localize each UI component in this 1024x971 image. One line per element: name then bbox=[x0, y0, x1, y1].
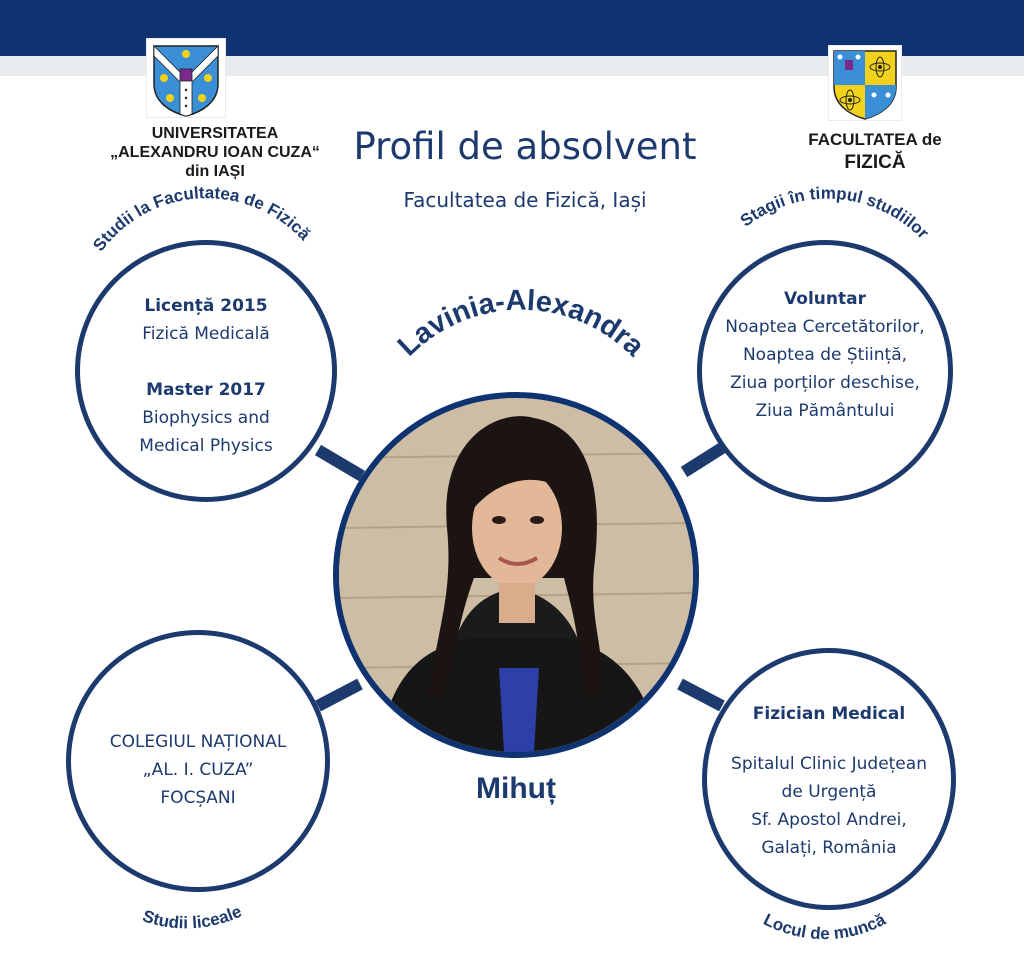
faculty-name-line2: FIZICĂ bbox=[844, 152, 906, 173]
workplace-content bbox=[710, 700, 948, 862]
internship-item: Noaptea de Știință, bbox=[742, 345, 908, 365]
workplace-line: de Urgență bbox=[781, 782, 877, 802]
internships-heading: Voluntar bbox=[784, 289, 866, 309]
highschool-content bbox=[80, 728, 316, 812]
workplace-line: Galați, România bbox=[761, 838, 897, 858]
highschool-line: COLEGIUL NAȚIONAL bbox=[109, 732, 287, 752]
degree2-field-line2: Medical Physics bbox=[139, 436, 273, 456]
internship-item: Noaptea Cercetătorilor, bbox=[725, 317, 925, 337]
page-title: Profil de absolvent bbox=[353, 125, 697, 168]
degree1-title: Licență 2015 bbox=[144, 296, 268, 316]
label-studies: Studii la Facultatea de Fizică bbox=[89, 183, 315, 255]
internship-item: Ziua porților deschise, bbox=[730, 373, 920, 393]
label-highschool: Studii liceale bbox=[140, 901, 245, 933]
connector-top-right bbox=[684, 448, 722, 472]
workplace-line: Sf. Apostol Andrei, bbox=[751, 810, 907, 830]
university-name-line3: din IAȘI bbox=[185, 163, 245, 180]
portrait-illustration bbox=[339, 398, 693, 752]
degree2-field-line1: Biophysics and bbox=[142, 408, 270, 428]
internships-content bbox=[705, 285, 945, 425]
connector-top-left bbox=[318, 450, 362, 476]
degree2-title: Master 2017 bbox=[146, 380, 266, 400]
connector-bottom-left bbox=[318, 684, 360, 706]
label-workplace: Locul de muncă bbox=[760, 909, 889, 944]
faculty-name-line1: FACULTATEA de bbox=[808, 130, 942, 149]
person-first-name: Lavinia-Alexandra bbox=[391, 284, 651, 363]
university-name-line1: UNIVERSITATEA bbox=[151, 125, 279, 142]
label-internships: Stagii în timpul studiilor bbox=[736, 183, 933, 243]
workplace-heading: Fizician Medical bbox=[752, 704, 906, 724]
workplace-line: Spitalul Clinic Județean bbox=[731, 754, 927, 774]
studies-content bbox=[92, 292, 320, 460]
university-name-line2: „ALEXANDRU IOAN CUZA“ bbox=[110, 144, 320, 161]
highschool-line: „AL. I. CUZA” bbox=[142, 760, 254, 780]
highschool-line: FOCȘANI bbox=[160, 788, 236, 808]
page-subtitle: Facultatea de Fizică, Iași bbox=[403, 188, 647, 212]
person-last-name: Mihuț bbox=[476, 772, 556, 805]
degree1-field: Fizică Medicală bbox=[142, 324, 270, 344]
internship-item: Ziua Pământului bbox=[755, 401, 895, 421]
profile-photo bbox=[333, 392, 699, 758]
